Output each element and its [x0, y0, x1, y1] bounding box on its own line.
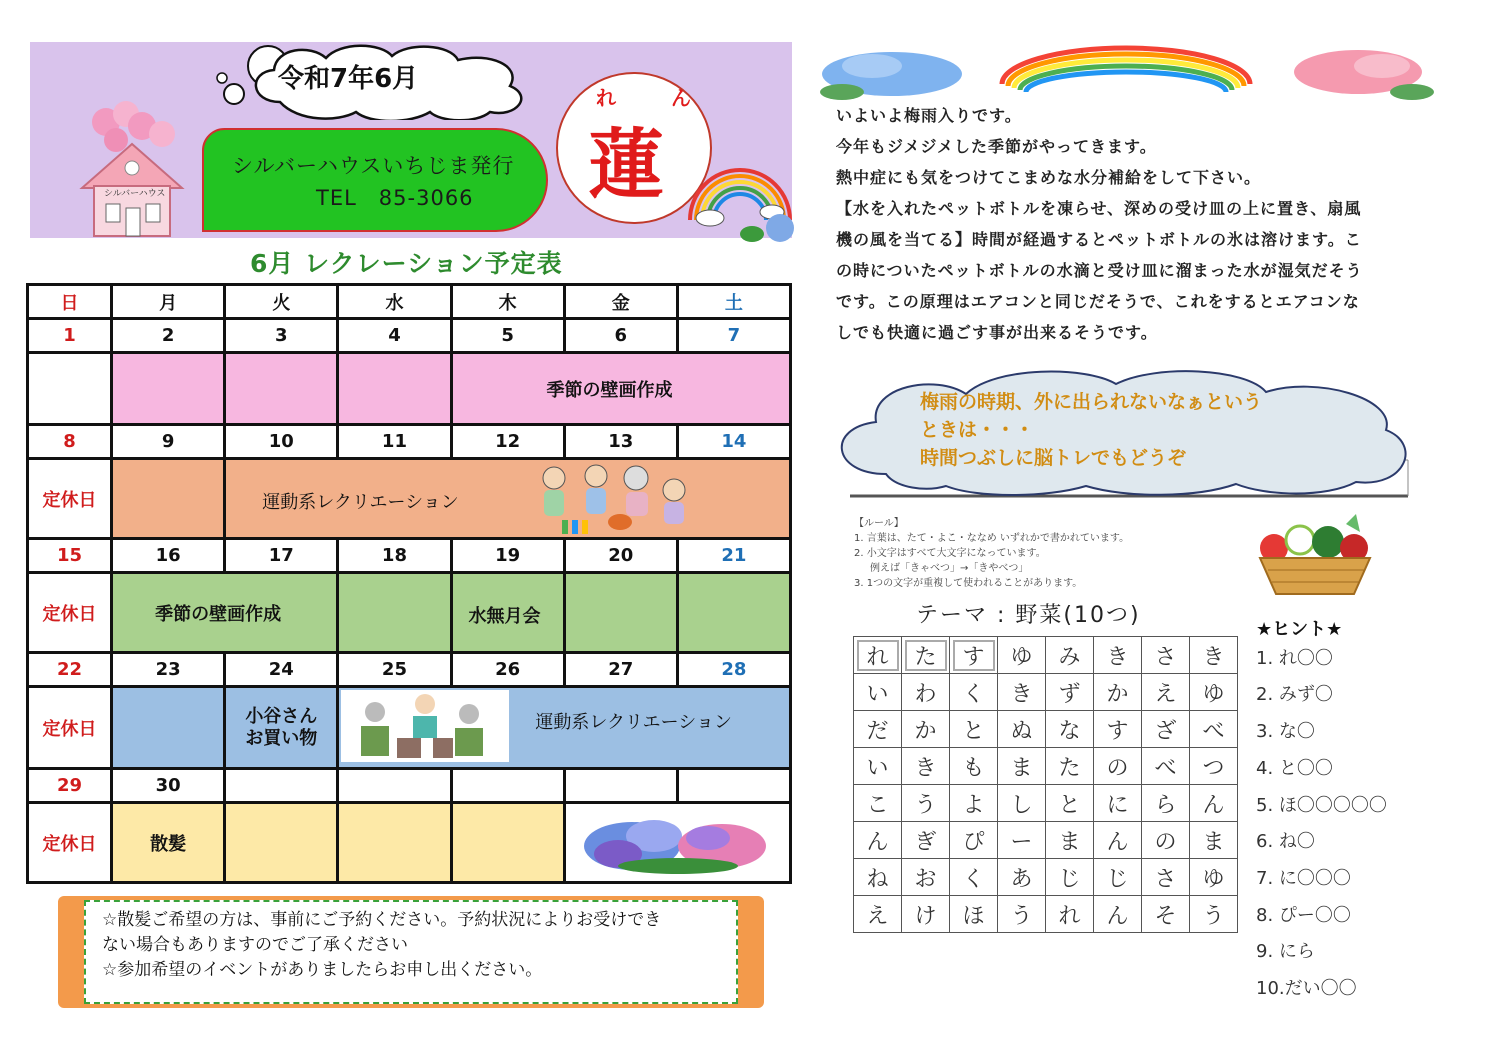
word-search-grid: [853, 636, 1238, 933]
event-cell: [564, 803, 790, 883]
schedule-title: 6月 レクレーション予定表: [250, 249, 563, 278]
day-cell: 25: [338, 653, 451, 687]
grid-cell: け: [902, 896, 950, 933]
event-cell: [225, 353, 338, 425]
closed-day: 定休日: [28, 459, 112, 539]
grid-cell: わ: [902, 674, 950, 711]
day-cell: 27: [564, 653, 677, 687]
event-mural-w1: 季節の壁画作成: [546, 380, 673, 401]
day-cell: 5: [451, 319, 564, 353]
event-cell: [338, 687, 791, 769]
cloud-line: 時間つぶしに脳トレでもどうぞ: [920, 447, 1187, 469]
rainbow-frog-icon: [684, 160, 800, 246]
day-cell: 6: [564, 319, 677, 353]
day-cell: 17: [225, 539, 338, 573]
page-title: 令和7年6月: [278, 64, 419, 94]
grid-cell: ぬ: [998, 711, 1046, 748]
grid-cell: さ: [1142, 637, 1190, 674]
weekday-fri: 金: [564, 285, 677, 319]
note-line: ☆散髪ご希望の方は、事前にご予約ください。予約状況によりお受けでき: [102, 910, 662, 930]
publisher-tel: TEL 85-3066: [316, 186, 474, 210]
day-cell: [451, 769, 564, 803]
day-cell: 13: [564, 425, 677, 459]
message-line: の時についたペットボトルの水滴と受け皿に溜まった水が湿気だそう: [836, 261, 1363, 280]
grid-cell: じ: [1094, 859, 1142, 896]
grid-cell: す: [950, 637, 998, 674]
grid-cell: く: [950, 859, 998, 896]
day-cell: [564, 769, 677, 803]
weekday-sun: 日: [28, 285, 112, 319]
grid-cell: き: [998, 674, 1046, 711]
grid-cell: な: [1046, 711, 1094, 748]
event-haircut: 散髪: [112, 803, 225, 883]
grid-cell: え: [854, 896, 902, 933]
closed-day: 定休日: [28, 803, 112, 883]
day-cell: 10: [225, 425, 338, 459]
house-icon: [76, 96, 196, 240]
event-cell: [112, 687, 225, 769]
day-cell: [338, 769, 451, 803]
cloud-line: 梅雨の時期、外に出られないなぁという: [920, 391, 1263, 413]
publisher-name: シルバーハウスいちじま発行: [232, 154, 515, 178]
grid-cell: み: [1046, 637, 1094, 674]
grid-cell: ゆ: [1190, 674, 1238, 711]
note-line: ☆参加希望のイベントがありましたらお申し出ください。: [102, 960, 543, 980]
note-line: ない場合もありますのでご了承ください: [102, 935, 408, 955]
event-cell: [112, 353, 225, 425]
grid-cell: か: [902, 711, 950, 748]
event-cell: [451, 353, 790, 425]
grid-cell: の: [1094, 748, 1142, 785]
hint-item: 5. ほ〇〇〇〇〇: [1256, 794, 1387, 816]
grid-cell: た: [902, 637, 950, 674]
hints-title: ★ヒント★: [1256, 619, 1343, 640]
cloud-line: ときは・・・: [920, 419, 1035, 441]
grid-cell: か: [1094, 674, 1142, 711]
grid-cell: ん: [854, 822, 902, 859]
event-cell: [338, 803, 451, 883]
grid-cell: と: [950, 711, 998, 748]
grid-cell: こ: [854, 785, 902, 822]
house-sign: シルバーハウス: [104, 189, 166, 199]
grid-cell: う: [902, 785, 950, 822]
event-cell: [112, 459, 225, 539]
day-cell: 4: [338, 319, 451, 353]
event-cell: [451, 573, 564, 653]
rule-line: 1. 言葉は、たて・よこ・ななめ いずれかで書かれています。: [854, 533, 1130, 544]
grid-cell: ゆ: [1190, 859, 1238, 896]
grid-cell: す: [1094, 711, 1142, 748]
grid-cell: お: [902, 859, 950, 896]
grid-cell: し: [998, 785, 1046, 822]
day-cell: 20: [564, 539, 677, 573]
hydrangea-icon: [572, 808, 784, 876]
event-exercise-w2: 運動系レクリエーション: [262, 492, 459, 513]
weekday-tue: 火: [225, 285, 338, 319]
hint-item: 3. な〇: [1256, 721, 1315, 743]
grid-cell: も: [950, 748, 998, 785]
hint-item: 6. ね〇: [1256, 831, 1315, 853]
day-cell: 1: [28, 319, 112, 353]
event-cell: [112, 573, 338, 653]
day-cell: 11: [338, 425, 451, 459]
day-cell: [225, 769, 338, 803]
day-cell: 21: [677, 539, 790, 573]
message-line: しでも快適に過ごす事が出来るそうです。: [836, 323, 1158, 342]
day-cell: 15: [28, 539, 112, 573]
puzzle-theme: テーマ : 野菜(10つ): [916, 603, 1141, 628]
hint-item: 8. ぴー〇〇: [1256, 904, 1351, 926]
day-cell: 24: [225, 653, 338, 687]
grid-cell: の: [1142, 822, 1190, 859]
event-cell: [225, 687, 338, 769]
grid-cell: い: [854, 748, 902, 785]
grid-cell: ん: [1190, 785, 1238, 822]
day-cell: 22: [28, 653, 112, 687]
note-box: [84, 900, 738, 1004]
day-cell: 29: [28, 769, 112, 803]
publisher-box: [202, 128, 548, 232]
grid-cell: よ: [950, 785, 998, 822]
ren-ruby: れ ん: [596, 86, 715, 110]
day-cell: 23: [112, 653, 225, 687]
rule-line: 【ルール】: [854, 518, 904, 529]
event-cell: [564, 573, 677, 653]
grid-cell: そ: [1142, 896, 1190, 933]
grid-cell: ゆ: [998, 637, 1046, 674]
day-cell: 19: [451, 539, 564, 573]
event-kotani: 小谷さん: [245, 705, 318, 727]
day-cell: 30: [112, 769, 225, 803]
event-minazuki: 水無月会: [468, 606, 541, 627]
hint-item: 1. れ〇〇: [1256, 647, 1333, 669]
grid-cell: れ: [1046, 896, 1094, 933]
closed-day: 定休日: [28, 687, 112, 769]
day-cell: 12: [451, 425, 564, 459]
day-cell: [677, 769, 790, 803]
grid-cell: だ: [854, 711, 902, 748]
grid-cell: ぎ: [902, 822, 950, 859]
day-cell: 2: [112, 319, 225, 353]
day-cell: 14: [677, 425, 790, 459]
puzzle-rules: [854, 516, 1129, 591]
grid-cell: ざ: [1142, 711, 1190, 748]
grid-cell: ま: [1046, 822, 1094, 859]
hint-item: 2. みず〇: [1256, 684, 1333, 706]
weekday-mon: 月: [112, 285, 225, 319]
grid-cell: ね: [854, 859, 902, 896]
grid-cell: ま: [998, 748, 1046, 785]
hint-item: 9. にら: [1256, 941, 1315, 963]
event-mural-w3: 季節の壁画作成: [155, 604, 282, 625]
grid-cell: ん: [1094, 896, 1142, 933]
day-cell: 9: [112, 425, 225, 459]
grid-cell: う: [1190, 896, 1238, 933]
grid-cell: べ: [1190, 711, 1238, 748]
rule-line: 2. 小文字はすべて大文字になっています。: [854, 548, 1046, 559]
grid-cell: い: [854, 674, 902, 711]
grid-cell: き: [902, 748, 950, 785]
hints-list: [1256, 612, 1387, 1008]
hint-item: 7. に〇〇〇: [1256, 867, 1351, 889]
grid-cell: ま: [1190, 822, 1238, 859]
grid-cell: ー: [998, 822, 1046, 859]
day-cell: 28: [677, 653, 790, 687]
hydrangea-rainbow-banner-icon: [812, 40, 1442, 106]
message-line: 機の風を当てる】時間が経過するとペットボトルの氷は溶けます。こ: [836, 230, 1362, 249]
grid-cell: つ: [1190, 748, 1238, 785]
event-cell: [338, 353, 451, 425]
event-cell: [225, 803, 338, 883]
hint-item: 4. と〇〇: [1256, 757, 1333, 779]
day-cell: 7: [677, 319, 790, 353]
closed-day: 定休日: [28, 573, 112, 653]
rule-line: 3. 1つの文字が重複して使われることがあります。: [854, 578, 1083, 589]
grid-cell: き: [1094, 637, 1142, 674]
grid-cell: え: [1142, 674, 1190, 711]
message-line: 今年もジメジメした季節がやってきます。: [836, 137, 1157, 156]
event-cell: [677, 573, 790, 653]
day-cell: 26: [451, 653, 564, 687]
grid-cell: さ: [1142, 859, 1190, 896]
grid-cell: あ: [998, 859, 1046, 896]
grid-cell: に: [1094, 785, 1142, 822]
weekday-sat: 土: [677, 285, 790, 319]
event-exercise-w4: 運動系レクリエーション: [535, 712, 732, 733]
elderly-group-icon: [532, 462, 702, 536]
event-cell: [451, 803, 564, 883]
grid-cell: と: [1046, 785, 1094, 822]
grid-cell: ほ: [950, 896, 998, 933]
hint-item: 10.だい〇〇: [1256, 978, 1357, 1000]
grid-cell: き: [1190, 637, 1238, 674]
event-cell: [225, 459, 791, 539]
message-line: です。この原理はエアコンと同じだそうで、これをするとエアコンな: [836, 292, 1360, 311]
grid-cell: れ: [854, 637, 902, 674]
grid-cell: じ: [1046, 859, 1094, 896]
grid-cell: ず: [1046, 674, 1094, 711]
calendar-table: [26, 283, 792, 884]
message-line: いよいよ梅雨入りです。: [836, 106, 1022, 125]
grid-cell: ら: [1142, 785, 1190, 822]
weekday-wed: 水: [338, 285, 451, 319]
day-cell: 8: [28, 425, 112, 459]
grid-cell: う: [998, 896, 1046, 933]
day-cell: 18: [338, 539, 451, 573]
grid-cell: ぴ: [950, 822, 998, 859]
grid-cell: べ: [1142, 748, 1190, 785]
grid-cell: く: [950, 674, 998, 711]
vegetable-basket-icon: [1250, 512, 1380, 598]
exercise-circle-icon: [341, 690, 509, 762]
event-shopping: お買い物: [245, 727, 318, 749]
cloud-text: [920, 388, 1262, 472]
day-cell: 16: [112, 539, 225, 573]
ren-kanji: 蓮: [588, 120, 664, 209]
rule-line: 例えば「きゃべつ」→「きやべつ」: [870, 563, 1029, 574]
message-line: 熱中症にも気をつけてこまめな水分補給をして下さい。: [836, 168, 1262, 187]
day-cell: 3: [225, 319, 338, 353]
grid-cell: ん: [1094, 822, 1142, 859]
weekday-thu: 木: [451, 285, 564, 319]
event-cell: [338, 573, 451, 653]
seasonal-message: [836, 100, 1426, 348]
event-cell: [28, 353, 112, 425]
grid-cell: た: [1046, 748, 1094, 785]
message-line: 【水を入れたペットボトルを凍らせ、深めの受け皿の上に置き、扇風: [836, 199, 1362, 218]
